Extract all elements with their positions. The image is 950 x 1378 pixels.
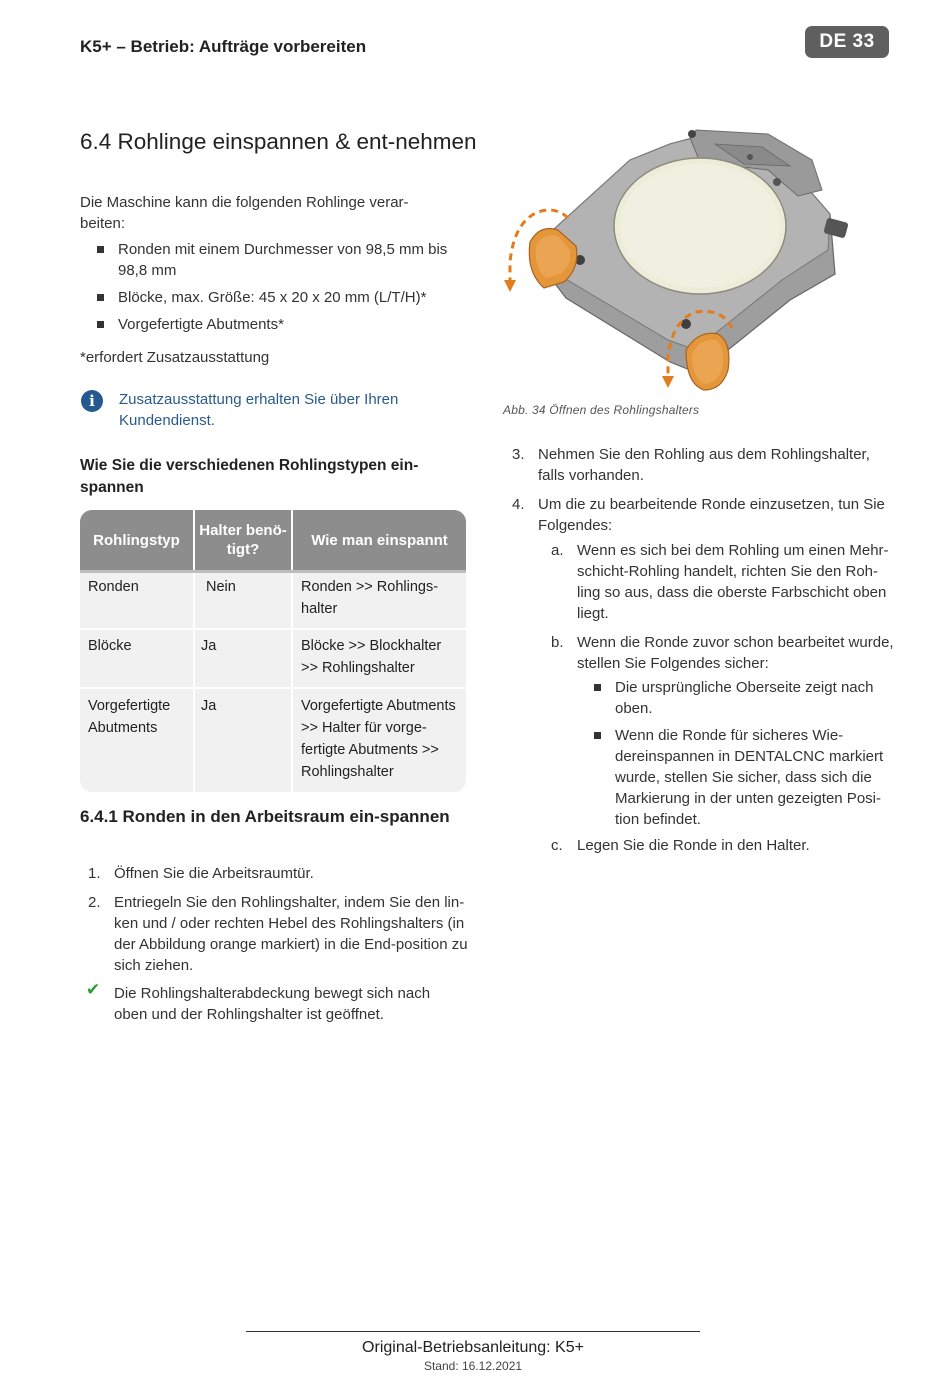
section-heading: 6.4 Rohlinge einspannen & ent-nehmen [80,129,477,154]
list-item: Wenn die Ronde für sicheres Wie-dereinspannen in DENTALCNC markiert wurde, stellen Sie sicher, dass sich die Markierung in der unten gezeigten Posi-tion befindet. [577,725,892,830]
substeps-list [543,540,895,682]
check-icon: ✔ [86,980,101,999]
table-cell: Blöcke >> Blockhalter >> Rohlingshalter [301,638,442,676]
list-item: Vorgefertigte Abutments* [80,314,465,335]
table-cell: Nein [206,579,236,595]
footer-date: Stand: 16.12.2021 [423,1359,523,1373]
types-heading: Wie Sie die verschiedenen Rohlingstypen ein-spannen [80,457,419,496]
table-cell: Ronden >> Rohlings-halter [301,579,439,617]
right-lever-icon [686,333,729,390]
step-text: Öffnen Sie die Arbeitsraumtür. [114,865,314,882]
substep-letter: c. [551,837,563,854]
footer-title: Original-Betriebsanleitung: K5+ [362,1339,584,1356]
substep-c-list [543,835,895,864]
substep-text: Wenn die Ronde zuvor schon bearbeitet wurde, stellen Sie Folgendes sicher: [577,634,894,672]
sub-bullets-list [577,677,892,836]
table-cell: Vorgefertigte Abutments [88,698,171,736]
table-cell: Ronden [88,579,139,595]
blank-types-list [80,239,465,341]
blank-types-table [80,510,466,792]
step-text: Nehmen Sie den Rohling aus dem Rohlingshalter, falls vorhanden. [538,446,870,484]
table-cell: Ja [201,698,217,714]
step-number: 4. [512,496,525,513]
blank-holder-figure [500,122,860,397]
running-header: K5+ – Betrieb: Aufträge vorbereiten [80,37,367,56]
list-item: Blöcke, max. Größe: 45 x 20 x 20 mm (L/T/H)* [80,287,465,308]
step-text: Um die zu bearbeitende Ronde einzusetzen, tun Sie Folgendes: [538,496,885,534]
step-text: Entriegeln Sie den Rohlingshalter, indem Sie den lin-ken und / oder rechten Hebel des Rohlingshalters (in der Abbildung orange markiert) in die End-position zu sich ziehen. [114,894,468,974]
info-icon: i [81,390,103,412]
list-item [504,494,894,536]
list-item: Ronden mit einem Durchmesser von 98,5 mm bis 98,8 mm [80,239,465,281]
list-item [543,835,895,856]
subsection-heading: 6.4.1 Ronden in den Arbeitsraum ein-spannen [80,807,450,826]
table-cell: Ja [201,638,217,654]
column-header: Wie man einspannt [311,531,448,549]
column-header: Rohlingstyp [93,531,180,549]
info-note: Zusatzausstattung erhalten Sie über Ihren Kundendienst. [119,391,399,429]
substep-letter: a. [551,542,564,559]
footnote: *erfordert Zusatzausstattung [80,349,270,366]
column-header: Halter benö-tigt? [199,522,287,558]
list-item [543,540,895,624]
right-steps-list [504,444,894,544]
intro-text: Die Maschine kann die folgenden Rohlinge verar-beiten: [80,194,409,232]
table-cell: Vorgefertigte Abutments >> Halter für vorge-fertigte Abutments >> Rohlingshalter [301,698,456,780]
footer-divider [246,1331,700,1332]
table-cell: Blöcke [88,638,132,654]
list-item [543,632,895,674]
steps-list [80,863,472,984]
list-item [504,444,894,486]
list-item [80,863,472,884]
list-item [80,892,472,976]
page-number-badge: DE 33 [805,26,889,58]
figure-caption: Abb. 34 Öffnen des Rohlingshalters [503,403,700,417]
step-number: 2. [88,894,101,911]
step-number: 3. [512,446,525,463]
step-number: 1. [88,865,101,882]
list-item: Die ursprüngliche Oberseite zeigt nach oben. [577,677,892,719]
result-text: Die Rohlingshalterabdeckung bewegt sich nach oben und der Rohlingshalter ist geöffnet. [114,985,431,1023]
table-header [80,510,466,570]
substep-letter: b. [551,634,564,651]
substep-text: Legen Sie die Ronde in den Halter. [577,837,810,854]
substep-text: Wenn es sich bei dem Rohling um einen Mehr-schicht-Rohling handelt, richten Sie den Roh-ling so aus, dass die oberste Farbschicht oben liegt. [577,542,889,622]
